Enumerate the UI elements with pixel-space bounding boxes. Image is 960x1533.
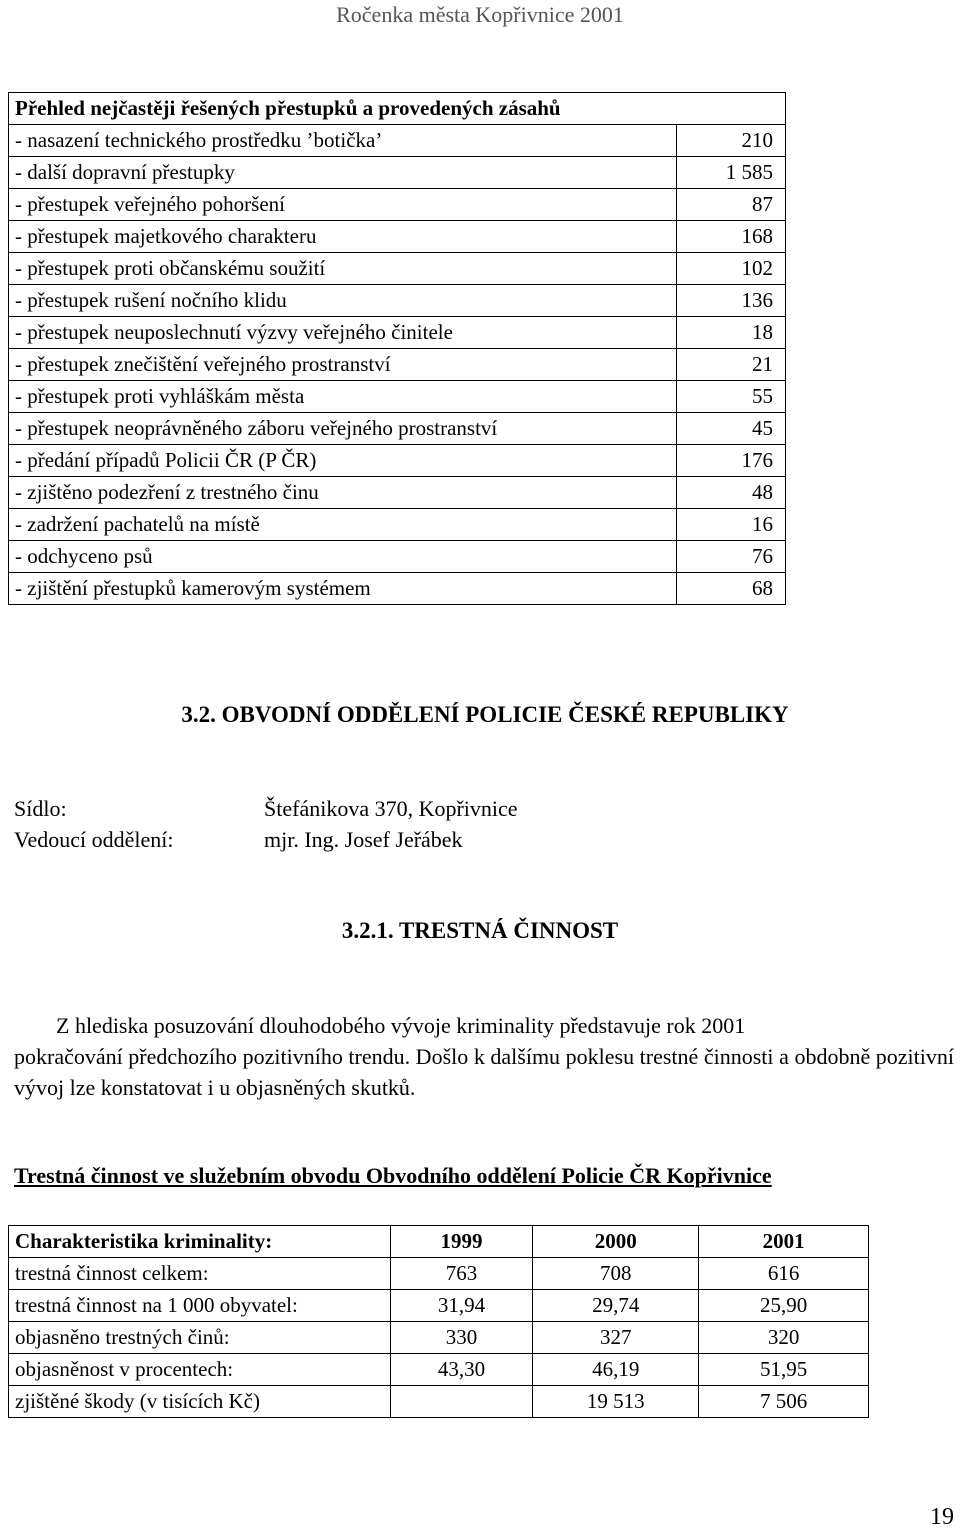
paragraph-line-1: Z hlediska posuzování dlouhodobého vývoje kriminality představuje rok 2001 xyxy=(56,1013,746,1038)
head-value: mjr. Ing. Josef Jeřábek xyxy=(264,827,463,852)
offense-count: 1 585 xyxy=(677,157,786,189)
offense-count: 18 xyxy=(677,317,786,349)
offense-label: - zadržení pachatelů na místě xyxy=(9,509,677,541)
stats-value-2000: 708 xyxy=(533,1258,699,1290)
offense-count: 45 xyxy=(677,413,786,445)
stats-value-2000: 19 513 xyxy=(533,1386,699,1418)
offense-row xyxy=(9,509,786,541)
offense-label: - přestupek proti vyhláškám města xyxy=(9,381,677,413)
stats-value-2001: 616 xyxy=(699,1258,869,1290)
stats-header-2001: 2001 xyxy=(699,1226,869,1258)
offense-label: - přestupek majetkového charakteru xyxy=(9,221,677,253)
offense-row xyxy=(9,285,786,317)
offense-row xyxy=(9,413,786,445)
offenses-table xyxy=(8,92,786,605)
stats-value-1999: 43,30 xyxy=(390,1354,533,1386)
stats-value-2001: 7 506 xyxy=(699,1386,869,1418)
offense-count: 21 xyxy=(677,349,786,381)
info-row-head xyxy=(14,824,518,855)
offense-row xyxy=(9,221,786,253)
offense-count: 48 xyxy=(677,477,786,509)
seat-value: Štefánikova 370, Kopřivnice xyxy=(264,796,518,821)
offense-label: - přestupek neoprávněného záboru veřejného prostranství xyxy=(9,413,677,445)
stats-row xyxy=(9,1386,869,1418)
stats-value-2001: 25,90 xyxy=(699,1290,869,1322)
offense-row xyxy=(9,157,786,189)
offense-label: - zjištění přestupků kamerovým systémem xyxy=(9,573,677,605)
intro-paragraph xyxy=(14,1010,954,1103)
stats-row xyxy=(9,1354,869,1386)
stats-value-2001: 51,95 xyxy=(699,1354,869,1386)
offense-row xyxy=(9,573,786,605)
stats-value-2000: 46,19 xyxy=(533,1354,699,1386)
offense-label: - další dopravní přestupky xyxy=(9,157,677,189)
stats-label: objasněno trestných činů: xyxy=(9,1322,391,1354)
offense-count: 210 xyxy=(677,125,786,157)
offense-count: 87 xyxy=(677,189,786,221)
offense-label: - přestupek znečištění veřejného prostranství xyxy=(9,349,677,381)
offense-label: - odchyceno psů xyxy=(9,541,677,573)
seat-label: Sídlo: xyxy=(14,796,67,821)
stats-row xyxy=(9,1290,869,1322)
offense-row xyxy=(9,477,786,509)
offense-row xyxy=(9,253,786,285)
offense-row xyxy=(9,317,786,349)
stats-value-1999: 763 xyxy=(390,1258,533,1290)
offense-label: - přestupek veřejného pohoršení xyxy=(9,189,677,221)
stats-label: trestná činnost na 1 000 obyvatel: xyxy=(9,1290,391,1322)
offense-row xyxy=(9,125,786,157)
offense-row xyxy=(9,349,786,381)
offense-count: 176 xyxy=(677,445,786,477)
offense-label: - přestupek rušení nočního klidu xyxy=(9,285,677,317)
offense-count: 136 xyxy=(677,285,786,317)
head-label: Vedoucí oddělení: xyxy=(14,827,174,852)
offense-count: 55 xyxy=(677,381,786,413)
offenses-table-header-row xyxy=(9,93,786,125)
offense-count: 68 xyxy=(677,573,786,605)
stats-label: trestná činnost celkem: xyxy=(9,1258,391,1290)
info-row-seat xyxy=(14,793,518,824)
stats-header-label: Charakteristika kriminality: xyxy=(9,1226,391,1258)
stats-value-1999 xyxy=(390,1386,533,1418)
offense-row xyxy=(9,189,786,221)
offense-count: 16 xyxy=(677,509,786,541)
stats-value-1999: 330 xyxy=(390,1322,533,1354)
stats-header-1999: 1999 xyxy=(390,1226,533,1258)
stats-value-1999: 31,94 xyxy=(390,1290,533,1322)
stats-value-2001: 320 xyxy=(699,1322,869,1354)
stats-row xyxy=(9,1322,869,1354)
offense-count: 76 xyxy=(677,541,786,573)
page-number: 19 xyxy=(930,1504,954,1530)
offense-row xyxy=(9,445,786,477)
offense-label: - předání případů Policii ČR (P ČR) xyxy=(9,445,677,477)
stats-value-2000: 29,74 xyxy=(533,1290,699,1322)
subsection-title: 3.2.1. TRESTNÁ ČINNOST xyxy=(341,918,619,943)
offense-count: 168 xyxy=(677,221,786,253)
stats-row xyxy=(9,1258,869,1290)
offenses-table-title: Přehled nejčastěji řešených přestupků a provedených zásahů xyxy=(9,93,786,125)
running-header: Ročenka města Kopřivnice 2001 xyxy=(336,2,624,27)
offense-label: - zjištěno podezření z trestného činu xyxy=(9,477,677,509)
offense-row xyxy=(9,541,786,573)
offense-count: 102 xyxy=(677,253,786,285)
stats-value-2000: 327 xyxy=(533,1322,699,1354)
info-block xyxy=(14,793,518,855)
crime-stats-table xyxy=(8,1225,869,1418)
offense-row xyxy=(9,381,786,413)
offense-label: - přestupek proti občanskému soužití xyxy=(9,253,677,285)
paragraph-rest: pokračování předchozího pozitivního trendu. Došlo k dalšímu poklesu trestné činnosti a obdobně pozitivní vývoj lze konstatovat i u objasněných skutků. xyxy=(14,1044,954,1100)
offense-label: - přestupek neuposlechnutí výzvy veřejného činitele xyxy=(9,317,677,349)
stats-header-2000: 2000 xyxy=(533,1226,699,1258)
stats-label: objasněnost v procentech: xyxy=(9,1354,391,1386)
stats-label: zjištěné škody (v tisících Kč) xyxy=(9,1386,391,1418)
offenses-table-body xyxy=(9,125,786,605)
stats-table-body xyxy=(9,1258,869,1418)
offense-label: - nasazení technického prostředku ’botička’ xyxy=(9,125,677,157)
section-title: 3.2. OBVODNÍ ODDĚLENÍ POLICIE ČESKÉ REPUBLIKY xyxy=(181,702,789,727)
stats-header-row xyxy=(9,1226,869,1258)
crime-section-title: Trestná činnost ve služebním obvodu Obvodního oddělení Policie ČR Kopřivnice xyxy=(14,1163,772,1188)
